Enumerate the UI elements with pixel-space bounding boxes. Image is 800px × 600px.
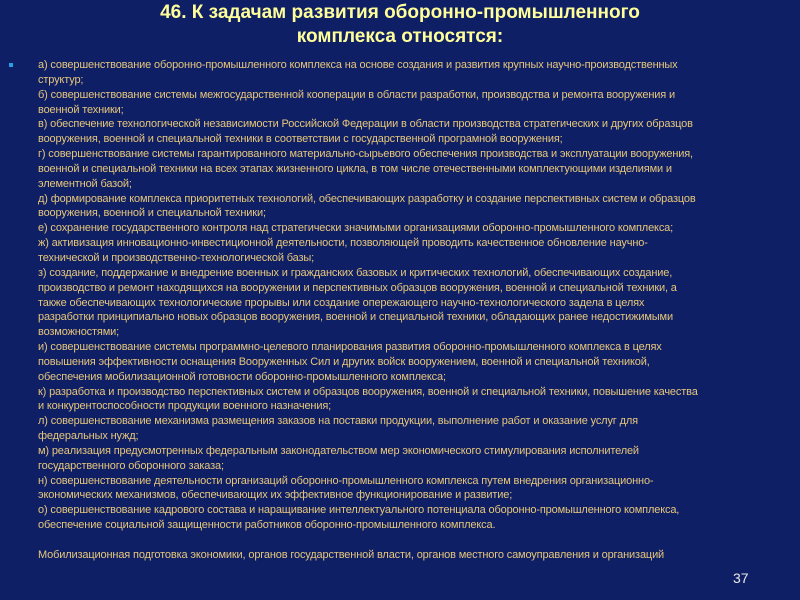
task-item-line: производство и ремонт находящихся на вооружении и перспективных образцов вооружения, военной и специальной техники, а <box>38 281 677 294</box>
task-item-line: е) сохранение государственного контроля над стратегически значимыми организациями оборонно-промышленного комплекса; <box>38 222 674 235</box>
task-item-line: военной и специальной техники на всех этапах жизненного цикла, в том числе отечественными комплектующими изделиями и <box>38 162 672 175</box>
task-item-line: федеральных нужд; <box>38 430 139 443</box>
task-item <box>38 444 788 474</box>
task-item <box>38 385 788 415</box>
task-item <box>38 117 788 147</box>
task-item-line: и конкурентоспособности продукции военного назначения; <box>38 400 332 413</box>
task-item-line: элементной базой; <box>38 177 132 190</box>
page-number: 37 <box>733 570 749 586</box>
spacer <box>38 533 788 548</box>
task-item-line: структур; <box>38 73 84 86</box>
task-item-line: л) совершенствование механизма размещения заказов на поставки продукции, выполнение работ и оказание услуг для <box>38 415 638 428</box>
task-item-line: в) обеспечение технологической независимости Российской Федерации в области производства стратегических и других образцов <box>38 118 693 131</box>
task-item <box>38 474 788 504</box>
task-item-line: повышения эффективности оснащения Вооруженных Сил и других войск вооружением, военной и специальной техникой, <box>38 355 650 368</box>
task-item <box>38 58 788 88</box>
slide-title-line-1: 46. К задачам развития оборонно-промышленного <box>160 2 640 23</box>
task-item-line: м) реализация предусмотренных федеральным законодательством мер экономического стимулирования исполнителей <box>38 444 639 457</box>
task-item-line: обеспечения мобилизационной готовности оборонно-промышленного комплекса; <box>38 370 446 383</box>
task-item-line: технической и производственно-технологической базы; <box>38 251 315 264</box>
task-item <box>38 266 788 340</box>
task-list <box>38 58 788 563</box>
task-item-line: н) совершенствование деятельности организаций оборонно-промышленного комплекса путем внедрения организационно- <box>38 474 654 487</box>
task-item-line: ж) активизация инновационно-инвестиционной деятельности, позволяющей проводить качественное обновление научно- <box>38 237 648 250</box>
task-item-line: а) совершенствование оборонно-промышленного комплекса на основе создания и развития крупных научно-производственных <box>38 59 678 71</box>
task-item-line: б) совершенствование системы межгосударственной кооперации в области разработки, производства и ремонта вооружения и <box>38 88 676 101</box>
task-item <box>38 414 788 444</box>
task-item <box>38 340 788 385</box>
task-item <box>38 221 788 236</box>
task-item-line: государственного оборонного заказа; <box>38 459 224 472</box>
task-item <box>38 503 788 533</box>
task-item <box>38 192 788 222</box>
task-item-line: обеспечение социальной защищенности работников оборонно-промышленного комплекса. <box>38 519 496 532</box>
task-item <box>38 147 788 192</box>
task-item-line: г) совершенствование системы гарантированного материально-сырьевого обеспечения производства и эксплуатации вооружения, <box>38 148 693 161</box>
slide-title <box>0 0 800 49</box>
task-item-line: возможностями; <box>38 326 120 339</box>
task-item-line: разработки принципиально новых образцов вооружения, военной и специальной техники, обладающих ранее недостижимыми <box>38 311 673 324</box>
task-item <box>38 88 788 118</box>
slide-title-line-2: комплекса относятся: <box>296 26 504 47</box>
task-item-line: вооружения, военной и специальной техники; <box>38 207 266 220</box>
task-item-line: военной техники; <box>38 103 124 116</box>
task-item-line: экономических механизмов, обеспечивающих их эффективное функционирование и развитие; <box>38 489 513 502</box>
task-item-line: о) совершенствование кадрового состава и наращивание интеллектуального потенциала оборонно-промышленного комплекса, <box>38 504 680 517</box>
task-item-line: и) совершенствование системы программно-целевого планирования развития оборонно-промышленного комплекса в целях <box>38 341 662 354</box>
task-item-line: вооружения, военной и специальной техники в соответствии с государственной програмной вооружения; <box>38 133 563 146</box>
task-item-line: з) создание, поддержание и внедрение военных и гражданских базовых и критических технологий, обеспечивающих создание, <box>38 266 673 279</box>
task-item-line: к) разработка и производство перспективных систем и образцов вооружения, военной и специальной техники, повышение качества <box>38 385 698 398</box>
bullet-icon <box>9 63 13 67</box>
task-item-line: д) формирование комплекса приоритетных технологий, обеспечивающих разработку и создание перспективных систем и образцов <box>38 192 696 205</box>
task-item <box>38 236 788 266</box>
footer-text: Мобилизационная подготовка экономики, органов государственной власти, органов местного самоуправления и организаций <box>38 548 665 561</box>
task-item-line: также обеспечивающих технологические прорывы или создание опережающего научно-технологического задела в целях <box>38 296 645 309</box>
